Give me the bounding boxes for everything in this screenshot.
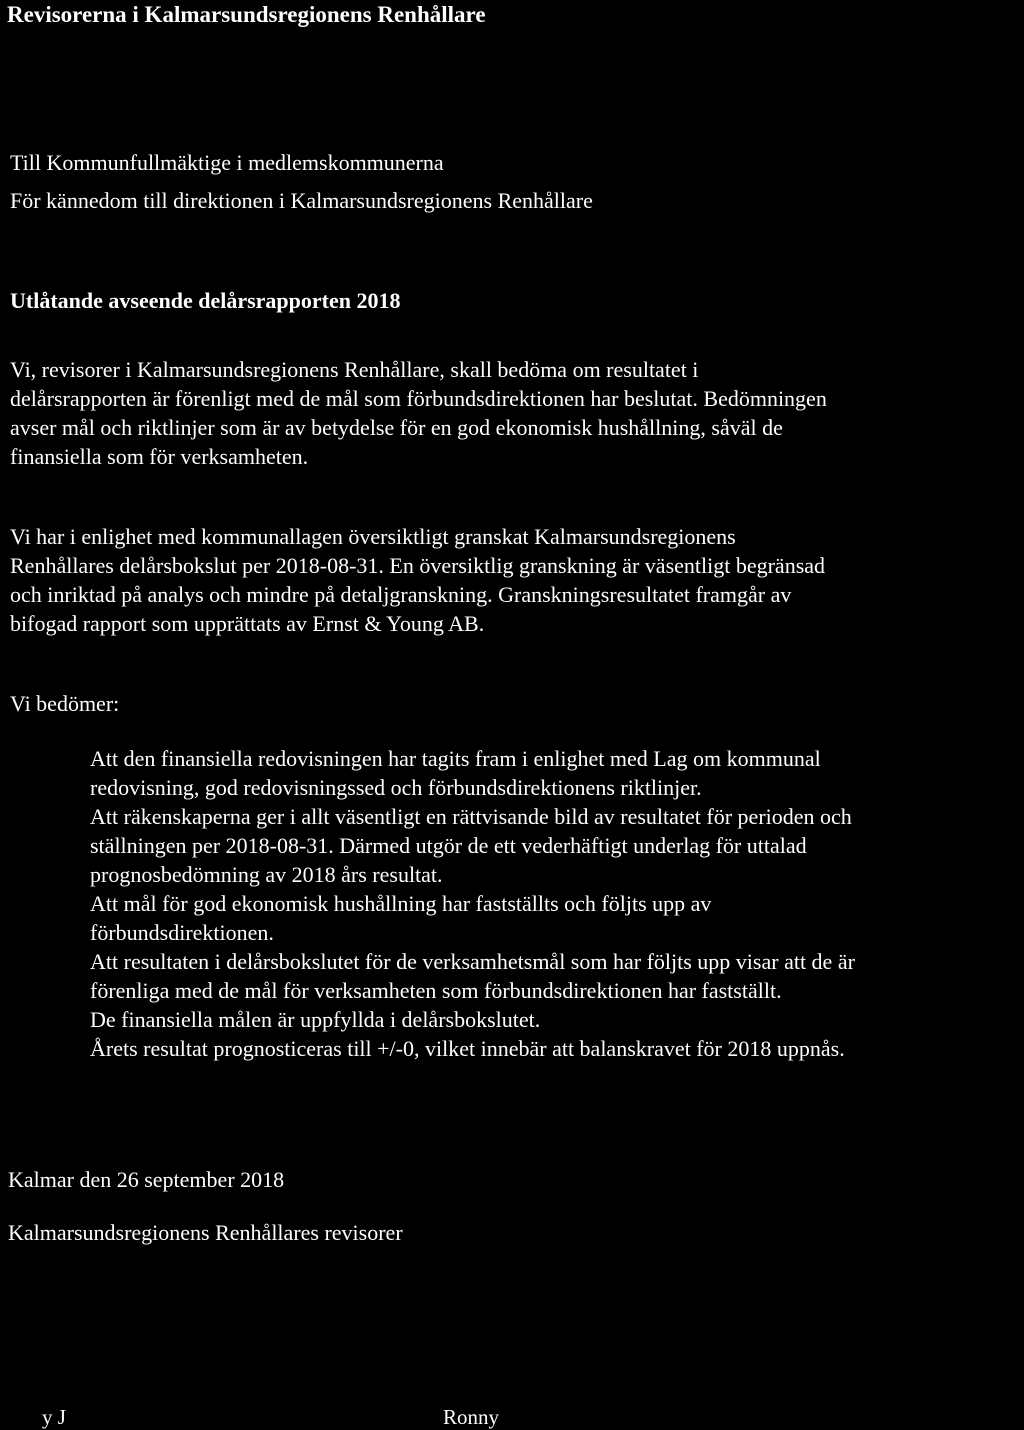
document-header: Revisorerna i Kalmarsundsregionens Renhållare — [7, 2, 486, 27]
place-date: Kalmar den 26 september 2018 — [8, 1167, 285, 1192]
signature-right: Ronny — [443, 1405, 500, 1429]
signature-left: y J — [42, 1405, 66, 1429]
assessment-lead: Vi bedömer: — [10, 691, 120, 716]
review-line: bifogad rapport som upprättats av Ernst & Young AB. — [10, 611, 485, 636]
recipient-line: Till Kommunfullmäktige i medlemskommunerna — [10, 150, 444, 175]
review-paragraph — [10, 522, 1020, 638]
review-line: Renhållares delårsbokslut per 2018-08-31. En översiktlig granskning är väsentligt begränsad — [10, 553, 826, 578]
assessment-line: Årets resultat prognosticeras till +/-0, vilket innebär att balanskravet för 2018 uppnås. — [90, 1036, 845, 1061]
document-subject: Utlåtande avseende delårsrapporten 2018 — [10, 288, 401, 313]
assessment-line: förenliga med de mål för verksamheten som förbundsdirektionen har fastställt. — [90, 978, 782, 1003]
intro-line: delårsrapporten är förenligt med de mål som förbundsdirektionen har beslutat. Bedömningen — [10, 386, 827, 411]
assessment-line: Att resultaten i delårsbokslutet för de verksamhetsmål som har följts upp visar att de är — [90, 949, 855, 974]
intro-line: finansiella som för verksamheten. — [10, 444, 309, 469]
assessment-line: prognosbedömning av 2018 års resultat. — [90, 862, 443, 887]
intro-paragraph — [10, 355, 1020, 471]
assessment-line: De finansiella målen är uppfyllda i delårsbokslutet. — [90, 1007, 541, 1032]
review-line: och inriktad på analys och mindre på detaljgranskning. Granskningsresultatet framgår av — [10, 582, 792, 607]
assessment-line: förbundsdirektionen. — [90, 920, 274, 945]
assessment-line: redovisning, god redovisningssed och förbundsdirektionens riktlinjer. — [90, 775, 702, 800]
assessment-list — [90, 744, 1020, 1063]
signatory-line: Kalmarsundsregionens Renhållares revisorer — [8, 1220, 403, 1245]
cc-line: För kännedom till direktionen i Kalmarsundsregionens Renhållare — [10, 188, 593, 213]
intro-line: avser mål och riktlinjer som är av betydelse för en god ekonomisk hushållning, såväl de — [10, 415, 783, 440]
assessment-line: Att räkenskaperna ger i allt väsentligt en rättvisande bild av resultatet för perioden och — [90, 804, 852, 829]
assessment-line: Att den finansiella redovisningen har tagits fram i enlighet med Lag om kommunal — [90, 746, 821, 771]
assessment-line: Att mål för god ekonomisk hushållning har fastställts och följts upp av — [90, 891, 712, 916]
intro-line: Vi, revisorer i Kalmarsundsregionens Renhållare, skall bedöma om resultatet i — [10, 357, 699, 382]
review-line: Vi har i enlighet med kommunallagen översiktligt granskat Kalmarsundsregionens — [10, 524, 736, 549]
assessment-line: ställningen per 2018-08-31. Därmed utgör de ett vederhäftigt underlag för uttalad — [90, 833, 807, 858]
